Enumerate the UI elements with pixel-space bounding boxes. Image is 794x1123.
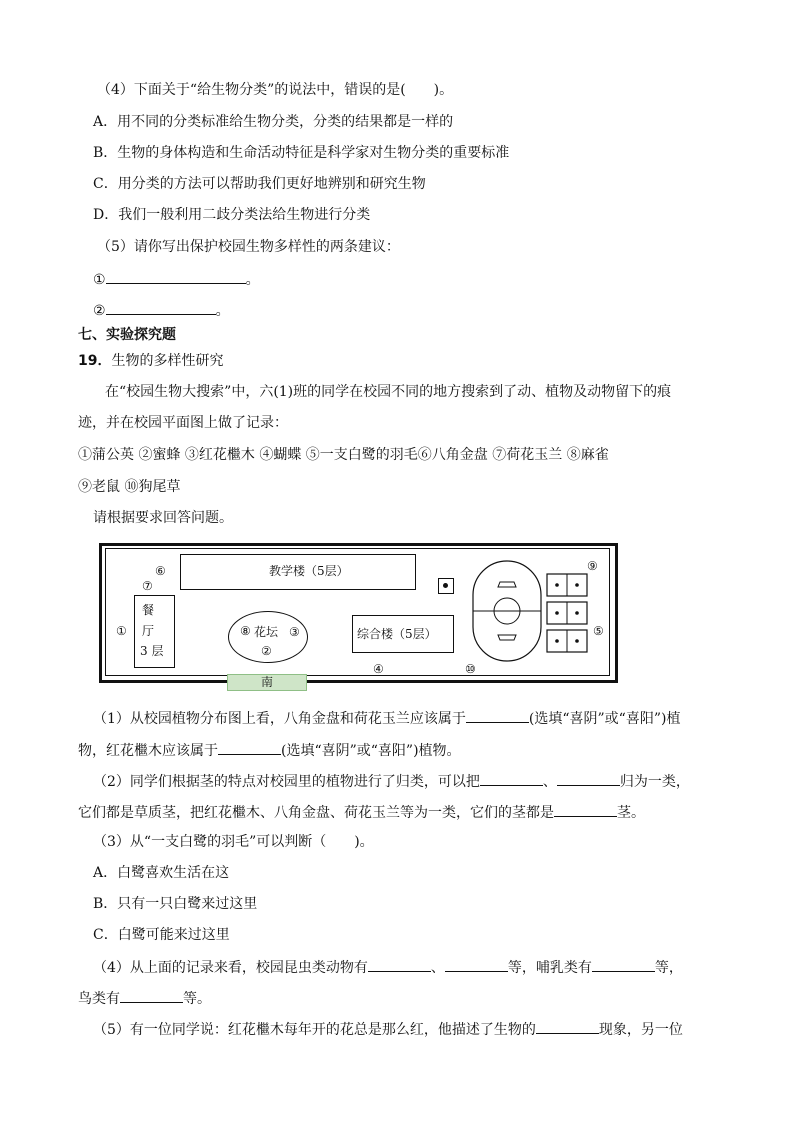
sub4-sep: 、 (430, 960, 445, 976)
sub1-line-1 (93, 707, 680, 729)
sub4-blank-1[interactable] (368, 956, 431, 972)
sub1-text-c: 物，红花檵木应该属于 (78, 743, 218, 759)
marker-9: ⑨ (587, 559, 598, 573)
q5-stem: （5）请你写出保护校园生物多样性的两条建议： (97, 239, 400, 255)
sub1-blank-1[interactable] (466, 707, 529, 723)
q5-answer-1-blank[interactable] (106, 268, 246, 284)
q19-intro-line-1: 在“校园生物大搜索”中，六(1)班的同学在校园不同的地方搜索到了动、植物及动物留下的痕 (105, 384, 672, 400)
q5-answer-1-number: ① (93, 272, 106, 288)
sub3-stem: （3）从“一支白鹭的羽毛”可以判断（ )。 (93, 834, 374, 850)
sub4-blank-4[interactable] (120, 987, 183, 1003)
sub2-text-a: （2）同学们根据茎的特点对校园里的植物进行了归类，可以把 (93, 774, 480, 790)
campus-map (99, 543, 618, 689)
marker-7: ⑦ (142, 579, 153, 593)
sub5-text-b: 现象，另一位 (598, 1022, 683, 1038)
marker-6: ⑥ (155, 564, 166, 578)
marker-2: ② (261, 644, 272, 658)
q4-stem: （4）下面关于“给生物分类”的说法中，错误的是( )。 (97, 82, 454, 98)
small-square-dot (443, 583, 448, 588)
marker-1: ① (116, 624, 127, 638)
sub2-blank-3[interactable] (554, 801, 617, 817)
section-title: 七、实验探究题 (78, 327, 176, 343)
sub4-text-b: 等，哺乳类有 (507, 960, 592, 976)
sub2-line-1 (93, 770, 690, 792)
sub2-blank-1[interactable] (480, 770, 543, 786)
marker-10: ⑩ (465, 662, 476, 676)
q5-answer-1 (93, 268, 260, 290)
q19-items-line-2: ⑨老鼠 ⑩狗尾草 (78, 479, 181, 495)
q5-answer-2 (93, 299, 230, 321)
q5-answer-2-number: ② (93, 303, 106, 319)
q4-option-d: D．我们一般利用二歧分类法给生物进行分类 (93, 207, 371, 223)
complex-building-label: 综合楼（5层） (357, 627, 437, 641)
sub2-blank-2[interactable] (557, 770, 620, 786)
sub4-text-a: （4）从上面的记录来看，校园昆虫类动物有 (93, 960, 368, 976)
q19-items-line-1: ①蒲公英 ②蜜蜂 ③红花檵木 ④蝴蝶 ⑤一支白鹭的羽毛⑥八角金盘 ⑦荷花玉兰 ⑧麻雀 (78, 447, 609, 463)
sub4-blank-3[interactable] (592, 956, 655, 972)
sub5-blank-1[interactable] (536, 1018, 599, 1034)
q19-request: 请根据要求回答问题。 (93, 510, 233, 526)
q5-answer-2-blank[interactable] (106, 299, 216, 315)
sub2-sep: 、 (542, 774, 557, 790)
q5-answer-2-end: 。 (215, 303, 230, 319)
sub1-line-2 (78, 739, 461, 761)
q19-number: 19． (78, 353, 112, 369)
sub1-blank-2[interactable] (218, 739, 281, 755)
sub4-line-2 (78, 987, 211, 1009)
south-label: 南 (227, 674, 307, 691)
sub3-option-c: C．白鹭可能来过这里 (93, 927, 230, 943)
sports-courts (546, 573, 590, 657)
sub4-text-e: 等。 (183, 991, 211, 1007)
marker-3: ③ (289, 625, 300, 639)
sub4-text-c: 等， (654, 960, 683, 976)
sub2-text-c: 它们都是草质茎，把红花檵木、八角金盘、荷花玉兰等为一类，它们的茎都是 (78, 805, 554, 821)
sub1-text-b: (选填“喜阴”或“喜阳”)植 (528, 711, 681, 727)
canteen-label-3: 3 层 (140, 644, 164, 658)
q5-answer-1-end: 。 (245, 272, 260, 288)
sub3-option-b: B．只有一只白鹭来过这里 (93, 896, 258, 912)
sub5-line-1 (93, 1018, 683, 1040)
q19-title: 生物的多样性研究 (111, 353, 224, 369)
sports-field (472, 560, 544, 664)
sub2-line-2 (78, 801, 645, 823)
sub3-option-a: A．白鹭喜欢生活在这 (93, 865, 230, 881)
sub4-text-d: 鸟类有 (78, 991, 120, 1007)
canteen-label-2: 厅 (142, 624, 155, 638)
canteen-label-1: 餐 (142, 603, 155, 617)
q4-option-c: C．用分类的方法可以帮助我们更好地辨别和研究生物 (93, 176, 426, 192)
sub4-line-1 (93, 956, 683, 978)
flowerbed-label: 花坛 (254, 625, 279, 639)
sub2-text-b: 归为一类， (619, 774, 690, 790)
sub4-blank-2[interactable] (445, 956, 508, 972)
sub1-text-d: (选填“喜阴”或“喜阳”)植物。 (281, 743, 461, 759)
q4-option-a: A．用不同的分类标准给生物分类，分类的结果都是一样的 (93, 114, 454, 130)
q4-option-b: B．生物的身体构造和生命活动特征是科学家对生物分类的重要标准 (93, 145, 510, 161)
marker-5: ⑤ (593, 624, 604, 638)
sub1-text-a: （1）从校园植物分布图上看，八角金盘和荷花玉兰应该属于 (93, 711, 466, 727)
marker-4: ④ (373, 662, 384, 676)
sub5-text-a: （5）有一位同学说：红花檵木每年开的花总是那么红，他描述了生物的 (93, 1022, 536, 1038)
teaching-building-label: 教学楼（5层） (269, 564, 349, 578)
marker-8: ⑧ (240, 624, 251, 638)
q19-intro-line-2: 迹，并在校园平面图上做了记录： (78, 415, 288, 431)
sub2-text-d: 茎。 (617, 805, 645, 821)
q19-header (78, 351, 223, 371)
